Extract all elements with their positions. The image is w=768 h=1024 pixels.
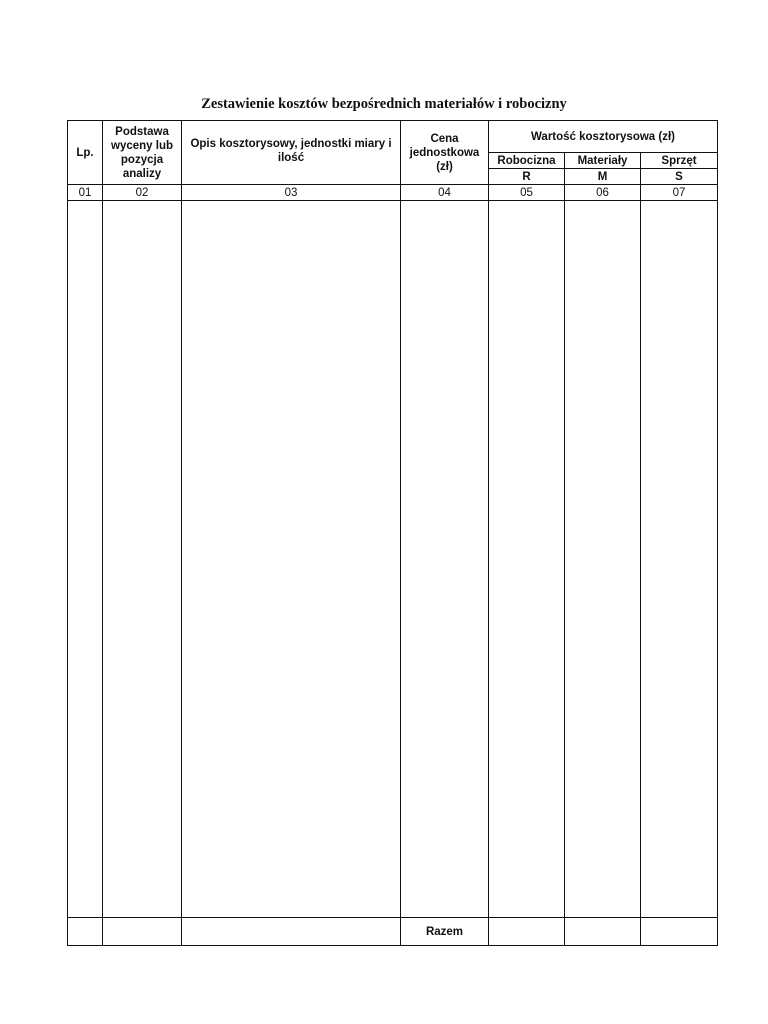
column-number: 03: [182, 185, 401, 201]
header-m: M: [565, 169, 641, 185]
column-number: 07: [641, 185, 718, 201]
column-number: 06: [565, 185, 641, 201]
body-cell-opis[interactable]: [182, 201, 401, 918]
body-cell-cena[interactable]: [401, 201, 489, 918]
column-number: 01: [68, 185, 103, 201]
footer-cell-lp[interactable]: [68, 918, 103, 946]
footer-cell-podstawa[interactable]: [103, 918, 182, 946]
footer-cell-robocizna[interactable]: [489, 918, 565, 946]
column-number-row: [68, 185, 718, 201]
footer-razem-label: Razem: [401, 918, 489, 946]
body-cell-robocizna[interactable]: [489, 201, 565, 918]
table-body-row: [68, 201, 718, 918]
header-wartosc: Wartość kosztorysowa (zł): [489, 121, 718, 153]
column-number: 05: [489, 185, 565, 201]
column-number: 02: [103, 185, 182, 201]
header-r: R: [489, 169, 565, 185]
body-cell-materialy[interactable]: [565, 201, 641, 918]
header-materialy: Materiały: [565, 153, 641, 169]
footer-row: [68, 918, 718, 946]
page-title: Zestawienie kosztów bezpośrednich materiałów i robocizny: [201, 96, 567, 112]
column-number: 04: [401, 185, 489, 201]
header-cena: Cena jednostkowa (zł): [401, 121, 489, 185]
header-robocizna: Robocizna: [489, 153, 565, 169]
body-cell-podstawa[interactable]: [103, 201, 182, 918]
header-lp: Lp.: [68, 121, 103, 185]
footer-cell-opis[interactable]: [182, 918, 401, 946]
footer-cell-sprzet[interactable]: [641, 918, 718, 946]
body-cell-sprzet[interactable]: [641, 201, 718, 918]
header-podstawa: Podstawa wyceny lub pozycja analizy: [103, 121, 182, 185]
header-sprzet: Sprzęt: [641, 153, 718, 169]
header-s: S: [641, 169, 718, 185]
cost-table: [67, 120, 718, 946]
body-cell-lp[interactable]: [68, 201, 103, 918]
header-opis: Opis kosztorysowy, jednostki miary i ilość: [182, 121, 401, 185]
footer-cell-materialy[interactable]: [565, 918, 641, 946]
